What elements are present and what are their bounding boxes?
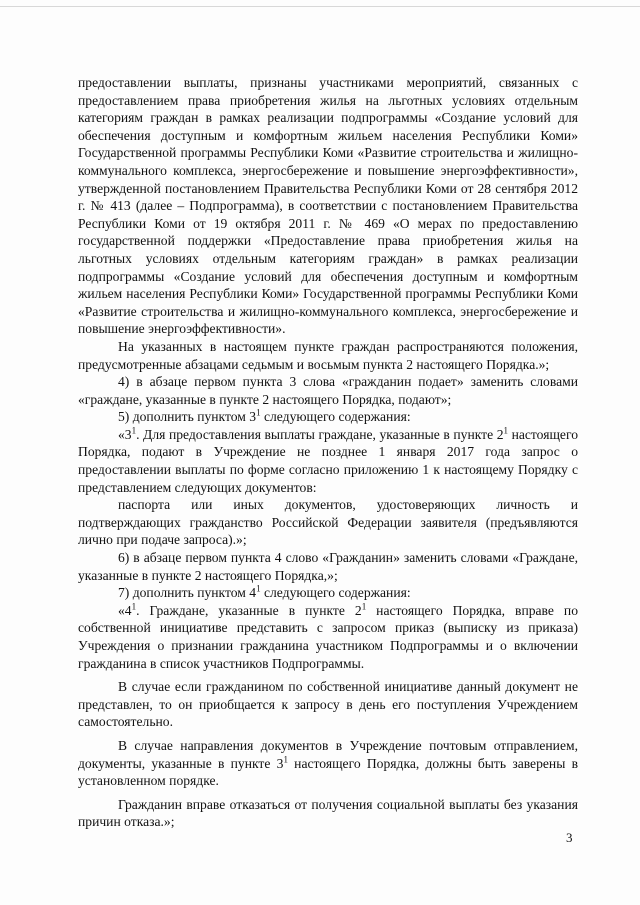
- paragraph-item-7: 7) дополнить пунктом $4^1$ следующего содержания:: [118, 583, 411, 601]
- paragraph-postal: В случае направления документов в Учреждение почтовым отправлением, документы, указанные в пункте $3^1$ настоящего Порядка, должны быть заверены в установленном порядке.: [78, 737, 578, 789]
- document-body: [78, 74, 578, 831]
- paragraph-item-4: 4) в абзаце первом пункта 3 слова «гражданин подает» заменить словами «граждане, указанные в пункте 2 настоящего Порядка, подают»;: [78, 374, 578, 407]
- paragraph-refusal: Гражданин вправе отказаться от получения социальной выплаты без указания причин отказа.»;: [78, 796, 578, 830]
- paragraph-passport: паспорта или иных документов, удостоверяющих личность и подтверждающих гражданство Российской Федерации заявителя (предъявляются лично при подаче запроса).»;: [78, 497, 578, 548]
- paragraph-clause-3-1: «$3^1$. Для предоставления выплаты граждане, указанные в пункте $2^1$ настоящего Порядка, подают в Учреждение не позднее 1 января 2017 года запрос о предоставлении выплаты по форме согласно приложению 1 к настоящему Порядку с представлением следующих документов:: [78, 425, 578, 495]
- paragraph-1: предоставлении выплаты, признаны участниками мероприятий, связанных с предоставлением права приобретения жилья на льготных условиях отдельным категориям граждан в рамках реализации подпрограммы «Создание условий для обеспечения доступным и комфортным жильем населения Республики Коми» Государственной программы Республики Коми «Развитие строительства и жилищно-коммунального комплекса, энергосбережение и повышение энергоэффективности», утвержденной постановлением Правительства Республики Коми от 28 сентября 2012 г. № 413 (далее – Подпрограмма), в соответствии с постановлением Правительства Республики Коми от 19 октября 2011 г. № 469 «О мерах по предоставлению государственной поддержки «Предоставление права приобретения жилья на льготных условиях отдельным категориям граждан» в рамках реализации подпрограммы «Создание условий для обеспечения доступным и комфортным жильем населения Республики Коми» Государственной программы Республики Коми «Развитие строительства и жилищно-коммунального комплекса, энергосбережение и повышение энергоэффективности».: [78, 75, 578, 337]
- page-number: 3: [566, 830, 573, 845]
- page-top-edge: [0, 6, 640, 7]
- paragraph-item-5: 5) дополнить пунктом $3^1$ следующего содержания:: [118, 407, 411, 425]
- paragraph-item-6: 6) в абзаце первом пункта 4 слово «Гражданин» заменить словами «Граждане, указанные в пункте 2 настоящего Порядка,»;: [78, 550, 578, 583]
- paragraph-2: На указанных в настоящем пункте граждан распространяются положения, предусмотренные абзацами седьмым и восьмым пункта 2 настоящего Порядка.»;: [78, 338, 578, 372]
- paragraph-own-initiative: В случае если гражданином по собственной инициативе данный документ не представлен, то он приобщается к запросу в день его поступления Учреждением самостоятельно.: [78, 679, 578, 730]
- paragraph-clause-4-1: «$4^1$. Граждане, указанные в пункте $2^1$ настоящего Порядка, вправе по собственной инициативе представить с запросом приказ (выписку из приказа) Учреждения о признании гражданина участником Подпрограммы и о включении гражданина в список участников Подпрограммы.: [78, 601, 578, 671]
